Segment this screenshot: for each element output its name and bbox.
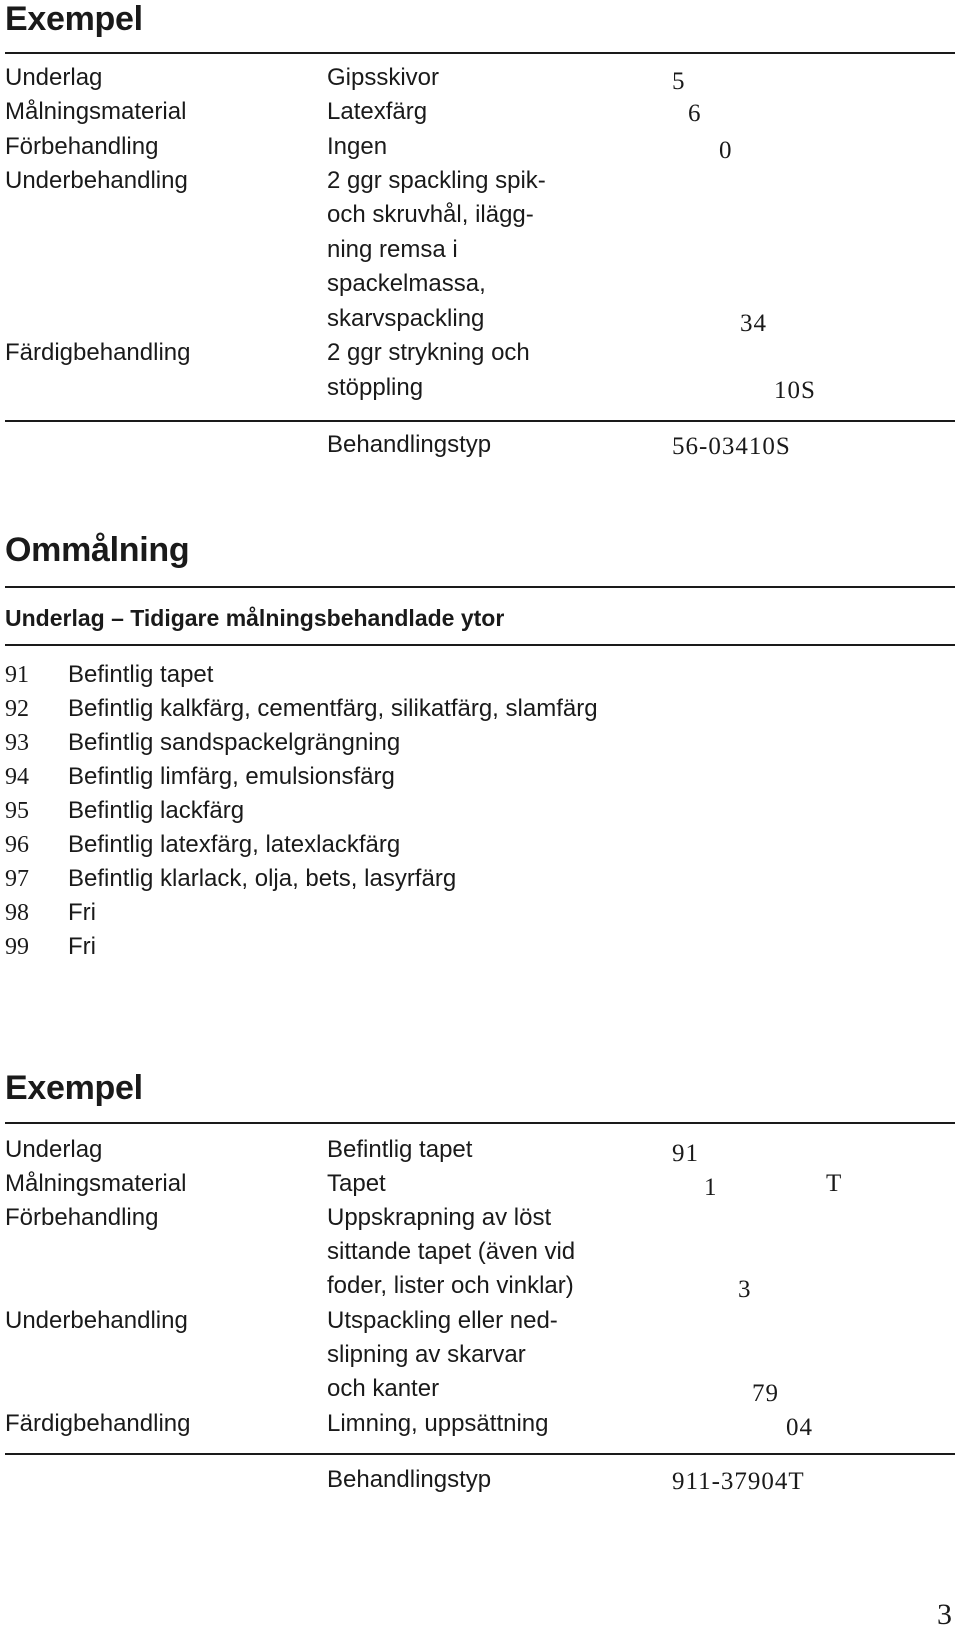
row-label: Förbehandling [5, 1204, 159, 1231]
item-number: 97 [5, 866, 29, 892]
row-value: 2 ggr strykning och [327, 339, 530, 366]
row-value: och kanter [327, 1375, 440, 1402]
row-code-suffix: T [826, 1170, 843, 1197]
divider [5, 420, 955, 422]
treatment-code: 56-03410S [672, 433, 791, 460]
treatment-label: Behandlingstyp [327, 1466, 492, 1493]
divider [5, 644, 955, 646]
item-text: Befintlig limfärg, emulsionsfärg [68, 763, 395, 790]
row-code: 10S [774, 377, 816, 404]
row-value: Tapet [327, 1170, 386, 1197]
row-label: Underlag [5, 64, 103, 91]
item-text: Befintlig sandspackelgrängning [68, 729, 401, 756]
row-label: Målningsmaterial [5, 98, 187, 125]
row-code: 79 [752, 1380, 779, 1407]
row-label: Underbehandling [5, 167, 188, 194]
divider [5, 1453, 955, 1455]
item-number: 92 [5, 696, 29, 722]
row-value: Befintlig tapet [327, 1136, 473, 1163]
section-title: Ommålning [5, 531, 190, 569]
item-text: Fri [68, 933, 96, 960]
item-text: Befintlig lackfärg [68, 797, 245, 824]
row-code: 91 [672, 1140, 699, 1167]
row-value: sittande tapet (även vid [327, 1238, 576, 1265]
row-code: 04 [786, 1414, 813, 1441]
divider [5, 586, 955, 588]
row-label: Färdigbehandling [5, 339, 191, 366]
row-value: Gipsskivor [327, 64, 440, 91]
row-label: Underlag [5, 1136, 103, 1163]
treatment-code: 911-37904T [672, 1468, 805, 1495]
row-value: skarvspackling [327, 305, 485, 332]
page-number: 3 [937, 1598, 952, 1631]
treatment-label: Behandlingstyp [327, 431, 492, 458]
row-code: 1 [704, 1174, 718, 1201]
row-value: Latexfärg [327, 98, 428, 125]
item-number: 95 [5, 798, 29, 824]
divider [5, 1122, 955, 1124]
item-text: Befintlig tapet [68, 661, 214, 688]
item-number: 96 [5, 832, 29, 858]
row-value: Utspackling eller ned- [327, 1307, 558, 1334]
row-code: 0 [719, 137, 733, 164]
row-label: Färdigbehandling [5, 1410, 191, 1437]
item-number: 98 [5, 900, 29, 926]
row-code: 34 [740, 310, 767, 337]
row-label: Förbehandling [5, 133, 159, 160]
row-value: Limning, uppsättning [327, 1410, 549, 1437]
row-value: Ingen [327, 133, 388, 160]
row-value: och skruvhål, ilägg- [327, 201, 534, 228]
row-value: 2 ggr spackling spik- [327, 167, 546, 194]
row-value: stöppling [327, 374, 424, 401]
item-text: Befintlig klarlack, olja, bets, lasyrfärg [68, 865, 457, 892]
row-value: slipning av skarvar [327, 1341, 526, 1368]
section-subtitle: Underlag – Tidigare målningsbehandlade ytor [5, 605, 505, 631]
row-value: Uppskrapning av löst [327, 1204, 552, 1231]
row-code: 3 [738, 1276, 752, 1303]
item-text: Befintlig latexfärg, latexlackfärg [68, 831, 401, 858]
row-code: 5 [672, 68, 686, 95]
row-label: Underbehandling [5, 1307, 188, 1334]
item-text: Befintlig kalkfärg, cementfärg, silikatfärg, slamfärg [68, 695, 598, 722]
row-value: ning remsa i [327, 236, 458, 263]
row-label: Målningsmaterial [5, 1170, 187, 1197]
row-code: 6 [688, 100, 702, 127]
example-title: Exempel [5, 1069, 143, 1107]
row-value: spackelmassa, [327, 270, 486, 297]
item-number: 94 [5, 764, 29, 790]
item-number: 91 [5, 662, 29, 688]
item-text: Fri [68, 899, 96, 926]
row-value: foder, lister och vinklar) [327, 1272, 574, 1299]
example-title: Exempel [5, 0, 143, 38]
item-number: 93 [5, 730, 29, 756]
item-number: 99 [5, 934, 29, 960]
divider [5, 52, 955, 54]
